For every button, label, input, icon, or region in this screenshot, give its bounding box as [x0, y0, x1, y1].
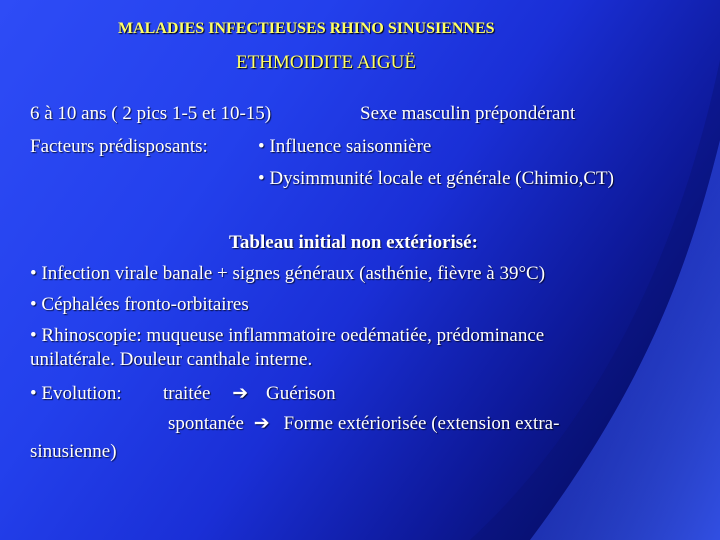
sex-text: Sexe masculin prépondérant	[360, 103, 576, 124]
evolution-treated-result: Guérison	[265, 383, 336, 404]
evolution-treated-label: traitée	[163, 383, 211, 404]
right-arrow-icon: ➔	[232, 383, 249, 404]
evolution-treated	[163, 383, 336, 405]
factor-item-dysimmunity: • Dysimmunité locale et générale (Chimio,CT)	[258, 168, 614, 189]
right-arrow-icon: ➔	[253, 413, 270, 434]
tableau-heading: Tableau initial non extériorisé:	[229, 232, 478, 253]
evolution-spontaneous-label: spontanée	[168, 413, 244, 434]
age-text: 6 à 10 ans ( 2 pics 1-5 et 10-15)	[30, 103, 272, 124]
symptom-item-rhinoscopy: • Rhinoscopie: muqueuse inflammatoire oedématiée, prédominance	[30, 325, 545, 346]
symptom-item-infection: • Infection virale banale + signes généraux (asthénie, fièvre à 39°C)	[30, 263, 546, 284]
factors-label: Facteurs prédisposants:	[30, 136, 208, 157]
evolution-continuation: sinusienne)	[30, 441, 117, 462]
evolution-spontaneous	[168, 413, 559, 435]
evolution-label: • Evolution:	[30, 383, 122, 404]
factor-item-seasonal: • Influence saisonnière	[258, 136, 432, 157]
evolution-spontaneous-result: Forme extériorisée (extension extra-	[283, 413, 560, 434]
symptom-item-headache: • Céphalées fronto-orbitaires	[30, 294, 249, 315]
symptom-item-rhinoscopy-cont: unilatérale. Douleur canthale interne.	[30, 349, 313, 370]
slide-title: MALADIES INFECTIEUSES RHINO SINUSIENNES	[118, 20, 495, 37]
slide-subtitle: ETHMOIDITE AIGUË	[236, 52, 416, 73]
